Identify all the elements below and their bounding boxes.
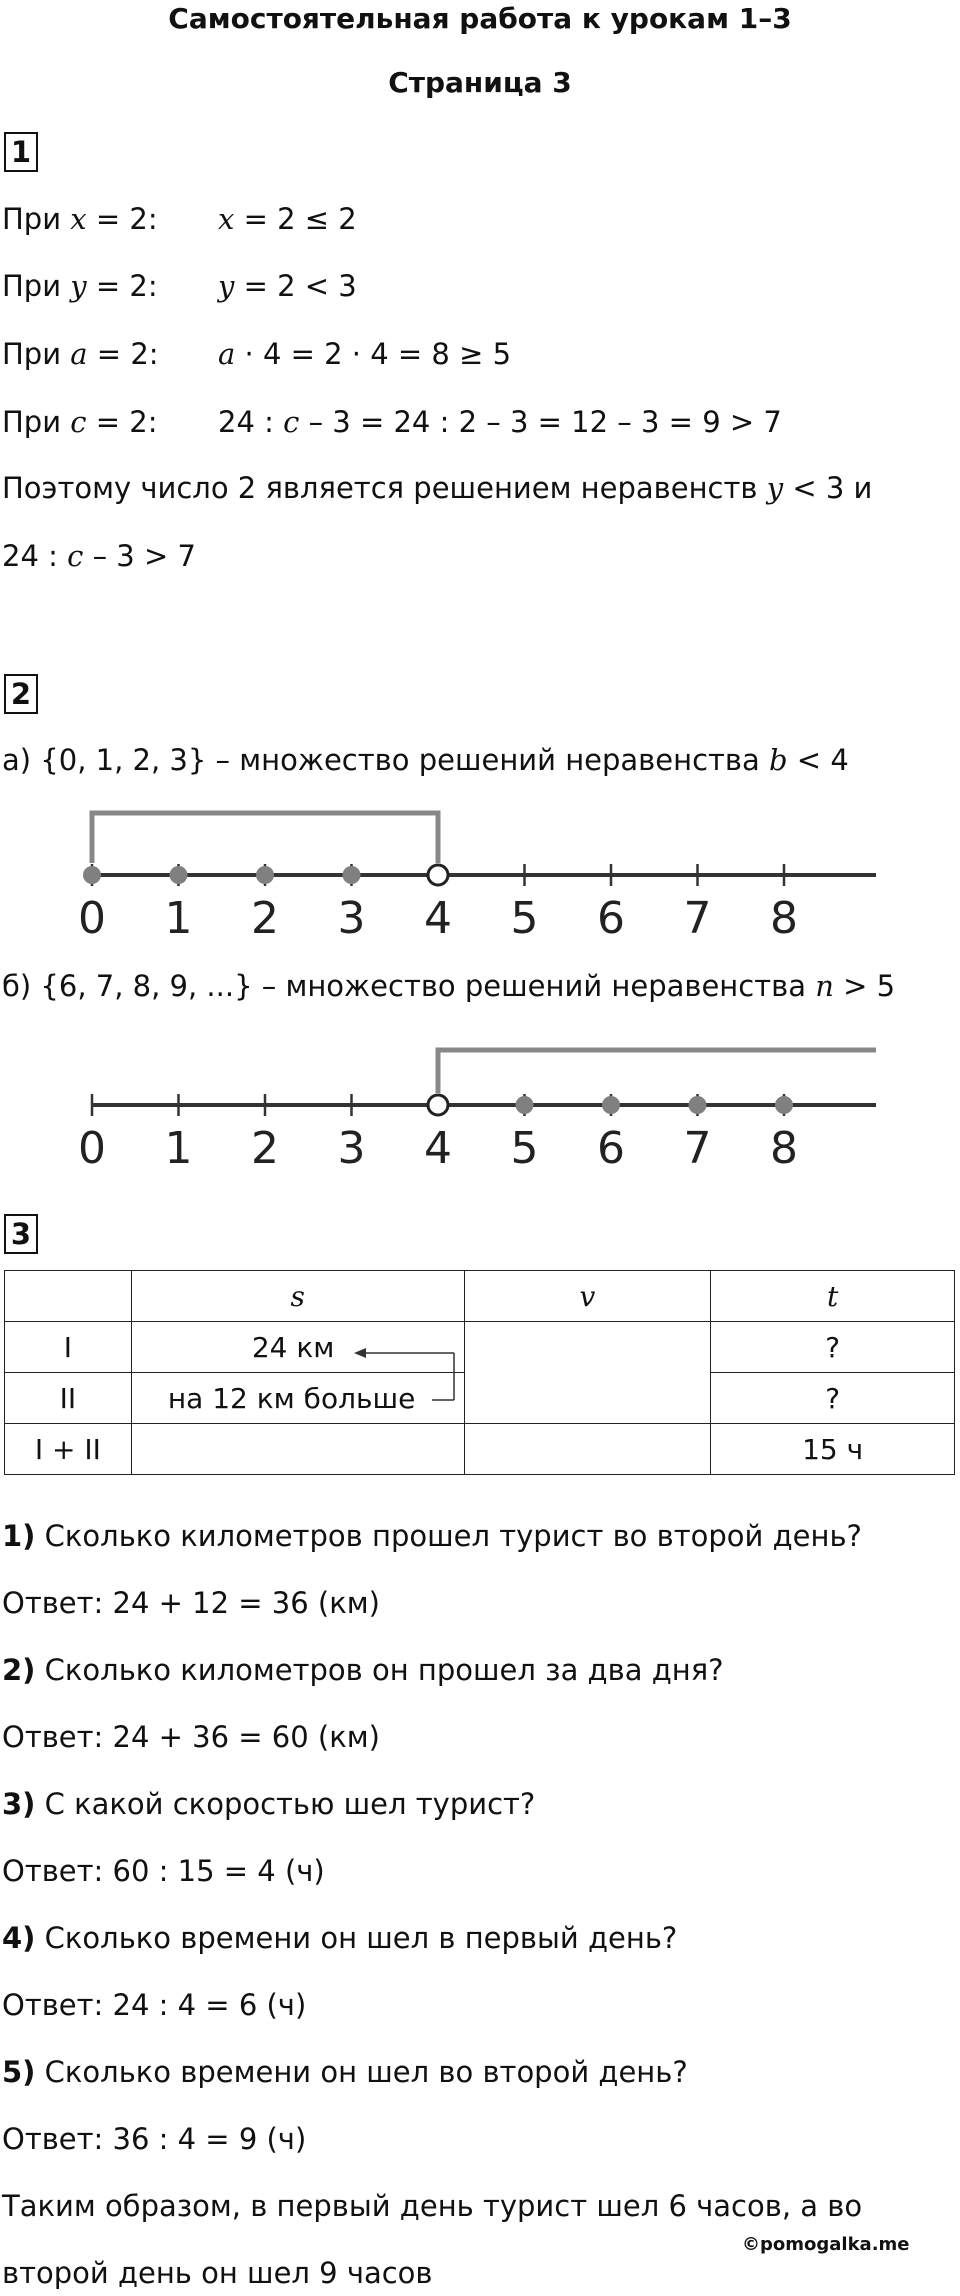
task1-line-1: При x = 2:: [2, 202, 158, 236]
task1-conclusion-line-1: Поэтому число 2 является решением неравенств y < 3 и: [2, 471, 873, 505]
table-arrow: [350, 1330, 460, 1420]
line-a-filled-point: [83, 866, 101, 884]
question-5: 5) Сколько времени он шел во второй день?: [2, 2055, 688, 2089]
answer-1: Ответ: 24 + 12 = 36 (км): [2, 1586, 380, 1620]
table-cell: 24 км: [131, 1322, 464, 1373]
table-cell: ?: [711, 1373, 955, 1424]
line-a-tick-label: 4: [424, 893, 452, 944]
line-b-filled-point: [602, 1096, 620, 1114]
line-b-tick-label: 5: [510, 1123, 539, 1174]
number-line-b: [62, 1030, 892, 1175]
table-header-s: s: [131, 1271, 464, 1322]
line-b-tick-label: 8: [770, 1123, 798, 1174]
line-a-filled-point: [256, 866, 274, 884]
task1-line-3: При a = 2:: [2, 337, 159, 371]
page-subtitle: Страница 3: [388, 66, 572, 99]
line-a-open-point: [428, 865, 448, 885]
line-b-tick-label: 6: [597, 1123, 625, 1174]
line-b-tick-label: 3: [337, 1123, 366, 1174]
table-cell: [464, 1322, 711, 1424]
line-a-tick-label: 2: [251, 893, 279, 944]
table-header-v: v: [464, 1271, 711, 1322]
answer-2: Ответ: 24 + 36 = 60 (км): [2, 1720, 380, 1754]
line-a-tick-label: 0: [78, 893, 106, 944]
motion-table: [4, 1270, 955, 1475]
table-cell: на 12 км больше: [131, 1373, 464, 1424]
line-b-filled-point: [775, 1096, 793, 1114]
line-a-tick-label: 8: [770, 893, 798, 944]
line-a-tick-label: 3: [337, 893, 366, 944]
line-a-filled-point: [343, 866, 361, 884]
task1-conclusion-line-2: 24 : c – 3 > 7: [2, 539, 196, 573]
task2-b-text: б) {6, 7, 8, 9, ...} – множество решений неравенства n > 5: [2, 969, 896, 1003]
line-b-tick-label: 0: [78, 1123, 106, 1174]
line-b-filled-point: [516, 1096, 534, 1114]
table-cell: 15 ч: [711, 1424, 955, 1475]
answer-3: Ответ: 60 : 15 = 4 (ч): [2, 1854, 325, 1888]
task-number-3: 3: [4, 1214, 38, 1254]
table-cell: [464, 1424, 711, 1475]
table-cell: ?: [711, 1322, 955, 1373]
question-2: 2) Сколько километров он прошел за два дня?: [2, 1653, 724, 1687]
question-3: 3) С какой скоростью шел турист?: [2, 1787, 536, 1821]
table-cell: [131, 1424, 464, 1475]
question-1: 1) Сколько километров прошел турист во второй день?: [2, 1519, 862, 1553]
number-line-a: [62, 800, 892, 945]
line-a-filled-point: [170, 866, 188, 884]
task1-expr-3: a · 4 = 2 · 4 = 8 ≥ 5: [218, 337, 512, 371]
question-4: 4) Сколько времени он шел в первый день?: [2, 1921, 678, 1955]
table-row: [5, 1322, 955, 1373]
task-number-1: 1: [4, 132, 38, 172]
line-b-tick-label: 7: [683, 1123, 712, 1174]
answer-5: Ответ: 36 : 4 = 9 (ч): [2, 2122, 307, 2156]
line-a-tick-label: 7: [683, 893, 712, 944]
final-answer-line-2: второй день он шел 9 часов: [2, 2256, 433, 2290]
task1-expr-1: x = 2 ≤ 2: [218, 202, 357, 236]
task1-expr-2: y = 2 < 3: [218, 269, 357, 303]
line-b-open-point: [428, 1095, 448, 1115]
task1-line-4: При c = 2:: [2, 405, 158, 439]
line-a-tick-label: 6: [597, 893, 625, 944]
table-row: [5, 1424, 955, 1475]
table-cell: I: [5, 1322, 132, 1373]
line-b-tick-label: 1: [164, 1123, 193, 1174]
table-header-cell: [5, 1271, 132, 1322]
task1-expr-4: 24 : c – 3 = 24 : 2 – 3 = 12 – 3 = 9 > 7: [218, 405, 782, 439]
task2-a-text: а) {0, 1, 2, 3} – множество решений неравенства b < 4: [2, 743, 849, 777]
line-b-tick-label: 4: [424, 1123, 452, 1174]
line-b-tick-label: 2: [251, 1123, 279, 1174]
page-title: Самостоятельная работа к урокам 1–3: [168, 2, 792, 35]
task1-line-2: При y = 2:: [2, 269, 158, 303]
table-cell: II: [5, 1373, 132, 1424]
table-header-row: [5, 1271, 955, 1322]
answer-4: Ответ: 24 : 4 = 6 (ч): [2, 1988, 307, 2022]
watermark: ©pomogalka.me: [742, 2234, 910, 2255]
task-number-2: 2: [4, 674, 38, 714]
line-a-tick-label: 5: [510, 893, 539, 944]
line-b-filled-point: [689, 1096, 707, 1114]
table-header-t: t: [711, 1271, 955, 1322]
table-cell: I + II: [5, 1424, 132, 1475]
final-answer-line-1: Таким образом, в первый день турист шел 6 часов, а во: [2, 2189, 863, 2223]
line-a-tick-label: 1: [164, 893, 193, 944]
